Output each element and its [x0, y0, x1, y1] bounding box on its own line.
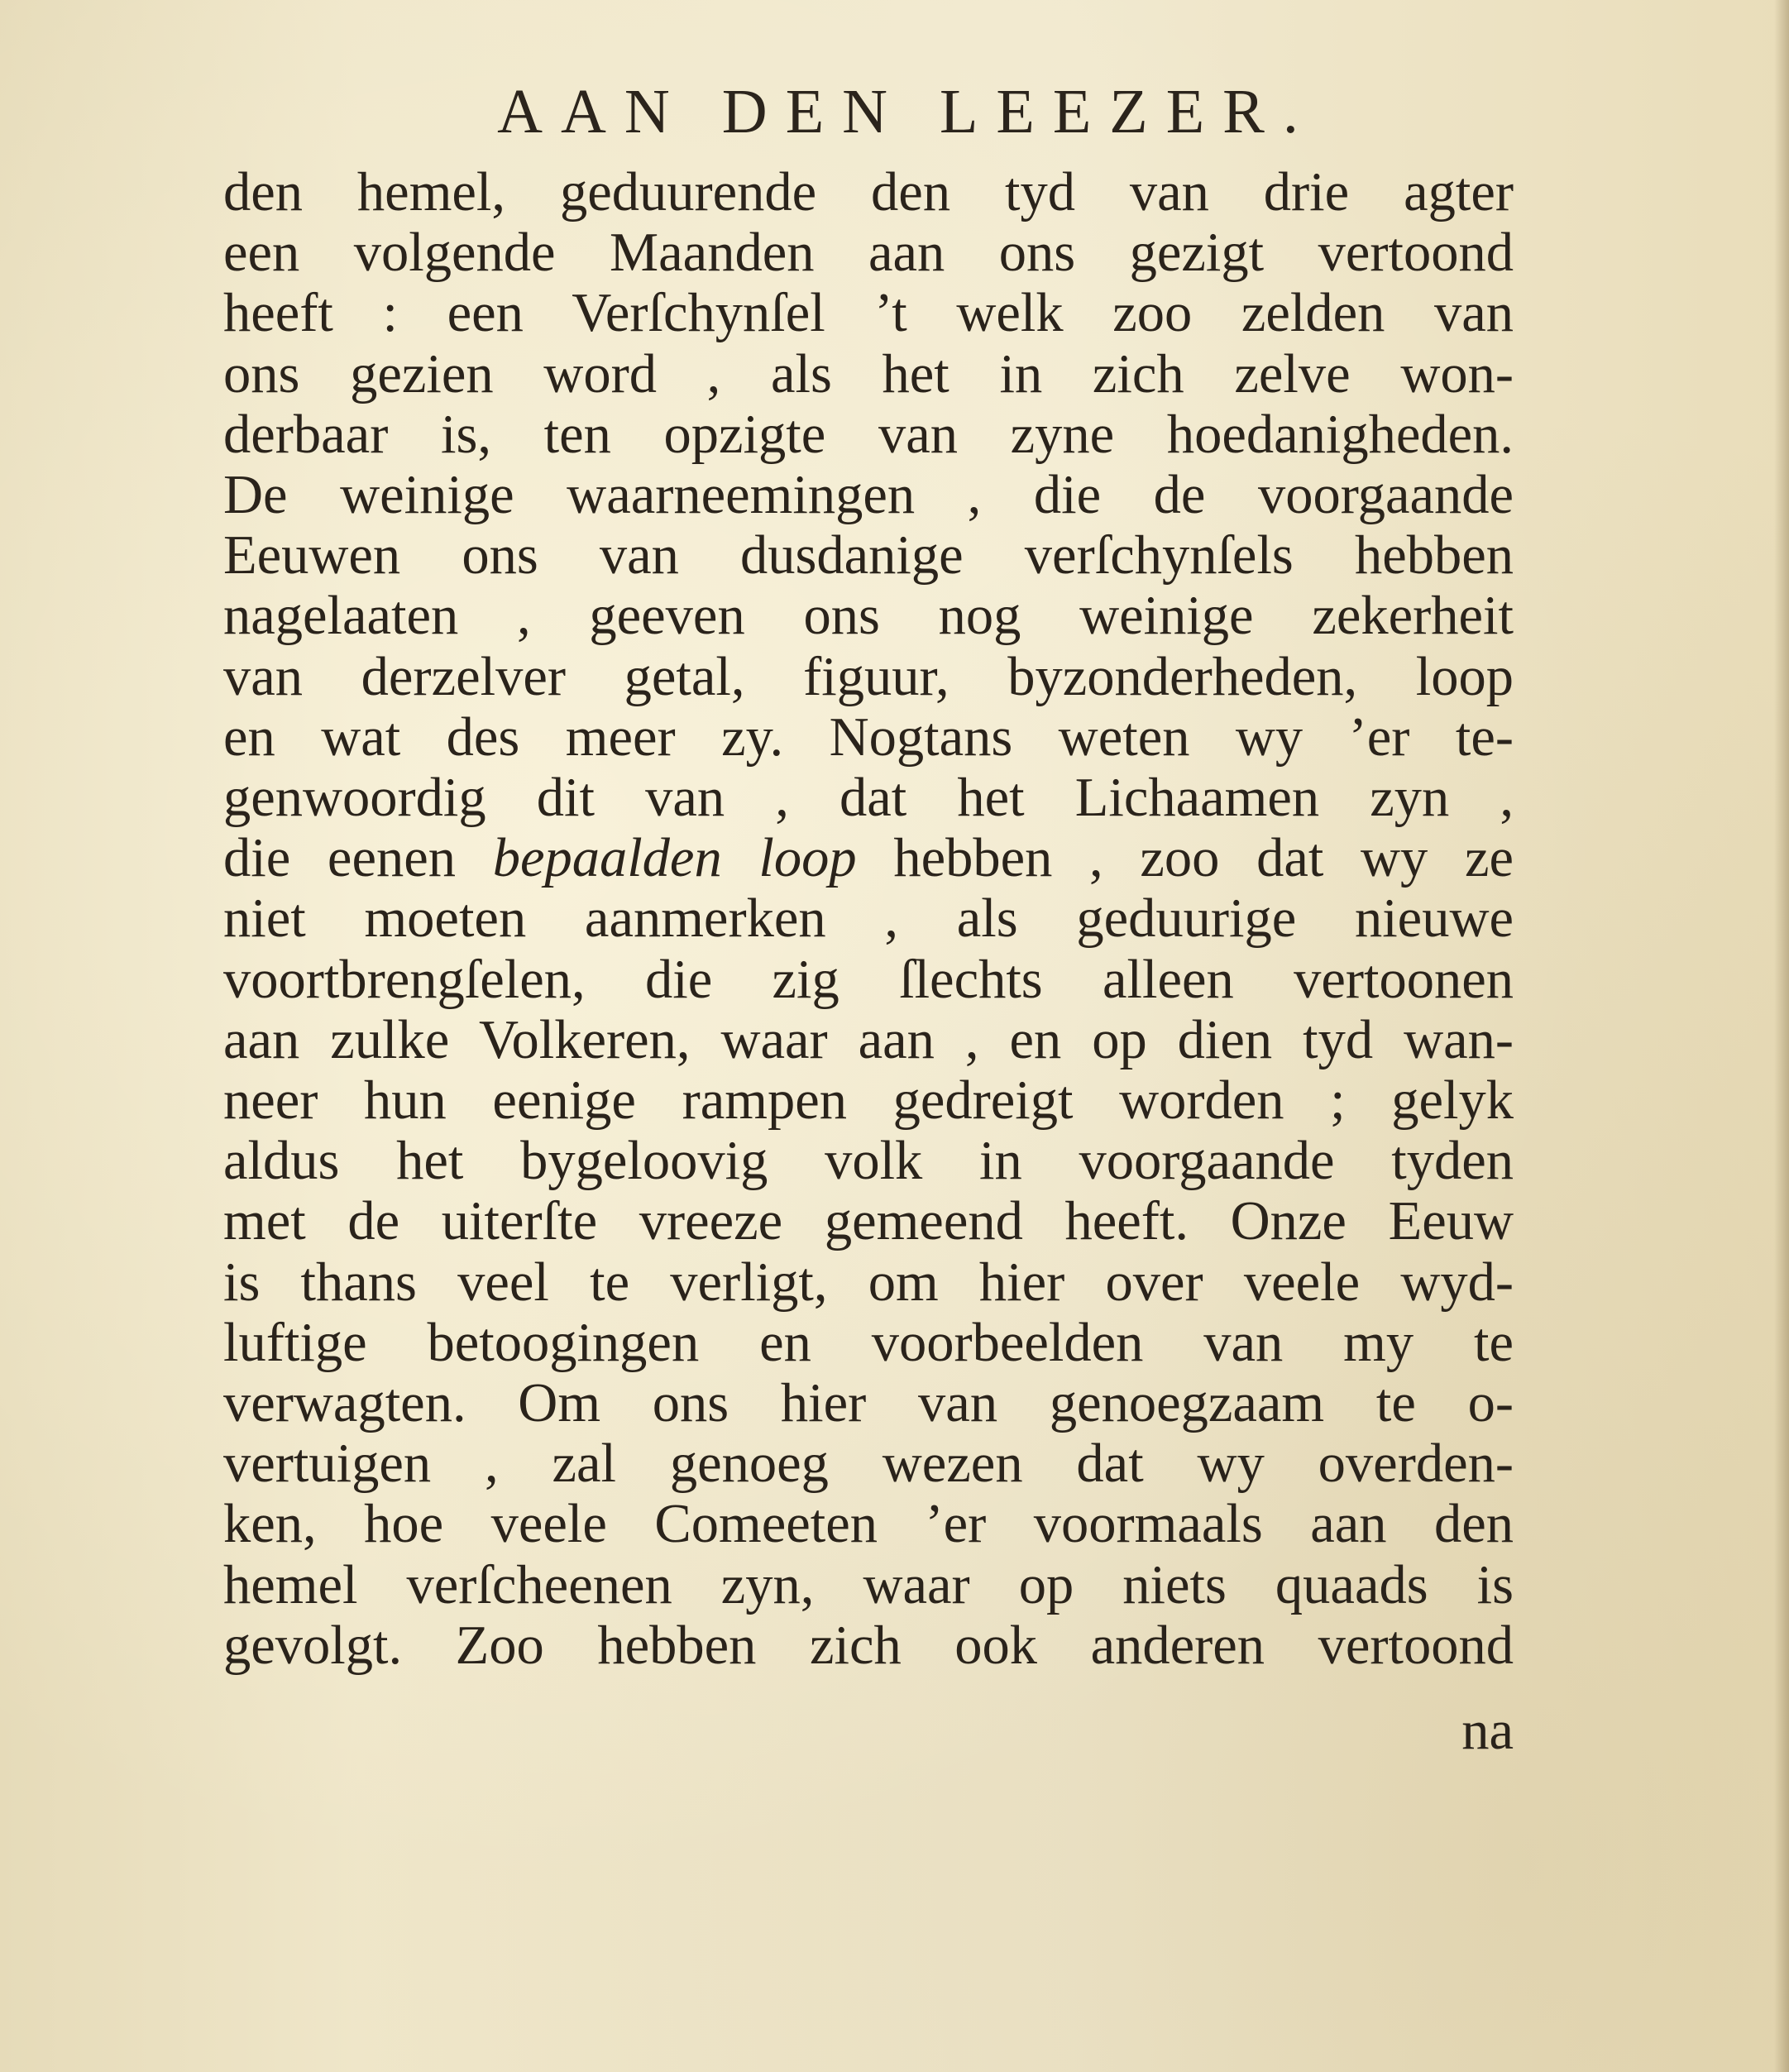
- text-line-11: genwoordig dit van , dat het Lichaamen zyn ,: [223, 768, 1514, 829]
- text-line-14: voortbrengſelen, die zig ſlechts alleen vertoonen: [223, 949, 1514, 1010]
- text-line-1: den hemel, geduurende den tyd van drie agter: [223, 162, 1514, 223]
- text-line-2: een volgende Maanden aan ons gezigt vertoond: [223, 223, 1514, 284]
- text-line-12: [223, 828, 1514, 888]
- text-line-24: hemel verſcheenen zyn, waar op niets quaads is: [223, 1554, 1514, 1615]
- catchword: na: [1461, 1701, 1514, 1761]
- text-line-25: gevolgt. Zoo hebben zich ook anderen vertoond: [223, 1615, 1514, 1676]
- text-line-19: is thans veel te verligt, om hier over veele wyd-: [223, 1251, 1514, 1313]
- page-edge-shadow: [1774, 0, 1789, 2072]
- text-line-15: aan zulke Volkeren, waar aan , en op dien tyd wan-: [223, 1009, 1514, 1070]
- text-line-22: vertuigen , zal genoeg wezen dat wy overden-: [223, 1433, 1514, 1495]
- text-line-12-end: hebben , zoo dat wy ze: [856, 828, 1514, 889]
- text-line-5: derbaar is, ten opzigte van zyne hoedanigheden.: [223, 404, 1514, 465]
- text-line-7: Eeuwen ons van dusdanige verſchynſels hebben: [223, 525, 1514, 586]
- body-text: [223, 162, 1514, 1676]
- text-line-16: neer hun eenige rampen gedreigt worden ; gelyk: [223, 1070, 1514, 1132]
- italic-phrase: bepaalden loop: [492, 828, 857, 889]
- running-head: AAN DEN LEEZER.: [497, 77, 1317, 146]
- text-line-23: ken, hoe veele Comeeten ’er voormaals aan den: [223, 1494, 1514, 1555]
- text-line-8: nagelaaten , geeven ons nog weinige zekerheit: [223, 586, 1514, 647]
- text-line-13: niet moeten aanmerken , als geduurige nieuwe: [223, 888, 1514, 950]
- text-line-17: aldus het bygeloovig volk in voorgaande tyden: [223, 1131, 1514, 1192]
- text-line-20: luftige betoogingen en voorbeelden van my te: [223, 1312, 1514, 1373]
- text-line-21: verwagten. Om ons hier van genoegzaam te o-: [223, 1373, 1514, 1434]
- text-line-4: ons gezien word , als het in zich zelve won-: [223, 343, 1514, 404]
- text-line-18: met de uiterſte vreeze gemeend heeft. Onze Eeuw: [223, 1191, 1514, 1252]
- text-line-3: heeft : een Verſchynſel ’t welk zoo zelden van: [223, 283, 1514, 344]
- text-line-10: en wat des meer zy. Nogtans weten wy ’er te-: [223, 706, 1514, 768]
- text-line-6: De weinige waarneemingen , die de voorgaande: [223, 465, 1514, 526]
- text-line-12-start: die eenen: [223, 828, 493, 889]
- text-line-9: van derzelver getal, figuur, byzonderheden, loop: [223, 646, 1514, 707]
